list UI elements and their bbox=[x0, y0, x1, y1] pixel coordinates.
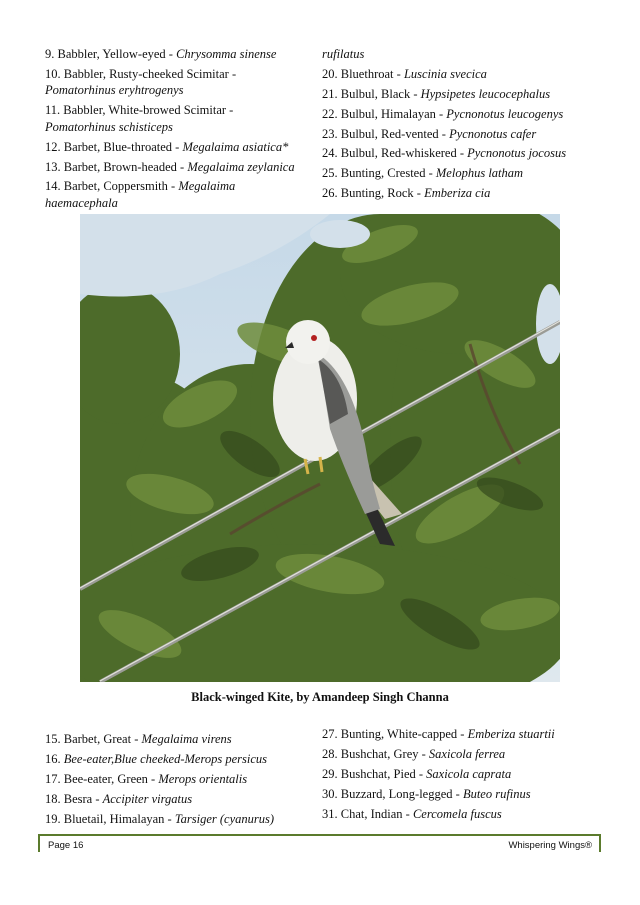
photo-caption: Black-winged Kite, by Amandeep Singh Channa bbox=[191, 690, 449, 704]
publication-title: Whispering Wings® bbox=[508, 840, 592, 851]
list-item: 23. Bulbul, Red-vented - Pycnonotus cafer bbox=[322, 126, 537, 141]
bird-list-column-bottom-right bbox=[322, 726, 592, 825]
list-item: 20. Bluethroat - Luscinia svecica bbox=[322, 66, 487, 81]
bird-list-column-top-left bbox=[45, 46, 300, 215]
list-item: 16. Bee-eater,Blue cheeked-Merops persicus bbox=[45, 751, 268, 766]
list-item: 27. Bunting, White-capped - Emberiza stuartii bbox=[322, 727, 555, 741]
list-item: 18. Besra - Accipiter virgatus bbox=[45, 791, 193, 806]
list-item: 15. Barbet, Great - Megalaima virens bbox=[45, 732, 232, 746]
list-item: 28. Bushchat, Grey - Saxicola ferrea bbox=[322, 746, 506, 761]
list-item: 11. Babbler, White-browed Scimitar - Pomatorhinus schisticeps bbox=[45, 103, 234, 134]
list-item: 19. Bluetail, Himalayan - Tarsiger (cyanurus) bbox=[45, 811, 275, 826]
list-item: 30. Buzzard, Long-legged - Buteo rufinus bbox=[322, 786, 531, 801]
list-item: 31. Chat, Indian - Cercomela fuscus bbox=[322, 806, 502, 821]
bird-photo bbox=[80, 214, 560, 682]
footer-rule-left bbox=[38, 834, 40, 852]
list-item: 26. Bunting, Rock - Emberiza cia bbox=[322, 186, 491, 201]
list-item: 17. Bee-eater, Green - Merops orientalis bbox=[45, 771, 248, 786]
list-item: 13. Barbet, Brown-headed - Megalaima zeylanica bbox=[45, 159, 295, 174]
footer-rule-right bbox=[599, 834, 601, 852]
list-item: 22. Bulbul, Himalayan - Pycnonotus leucogenys bbox=[322, 106, 564, 121]
list-item: 25. Bunting, Crested - Melophus latham bbox=[322, 166, 524, 181]
list-item: 10. Babbler, Rusty-cheeked Scimitar - Pomatorhinus eryhtrogenys bbox=[45, 66, 237, 98]
footer-rule bbox=[38, 834, 601, 836]
page-number: Page 16 bbox=[48, 840, 84, 851]
list-item: 21. Bulbul, Black - Hypsipetes leucocephalus bbox=[322, 86, 551, 101]
list-item: 29. Bushchat, Pied - Saxicola caprata bbox=[322, 766, 512, 781]
list-item: 9. Babbler, Yellow-eyed - Chrysomma sinense bbox=[45, 47, 277, 61]
list-item: 14. Barbet, Coppersmith - Megalaima haemacephala bbox=[45, 179, 236, 210]
list-item: 24. Bulbul, Red-whiskered - Pycnonotus jocosus bbox=[322, 146, 567, 161]
bird-list-column-top-right bbox=[322, 46, 592, 205]
list-item: 12. Barbet, Blue-throated - Megalaima asiatica* bbox=[45, 139, 289, 154]
list-item: rufilatus bbox=[322, 47, 365, 61]
bird-list-column-bottom-left bbox=[45, 731, 310, 830]
